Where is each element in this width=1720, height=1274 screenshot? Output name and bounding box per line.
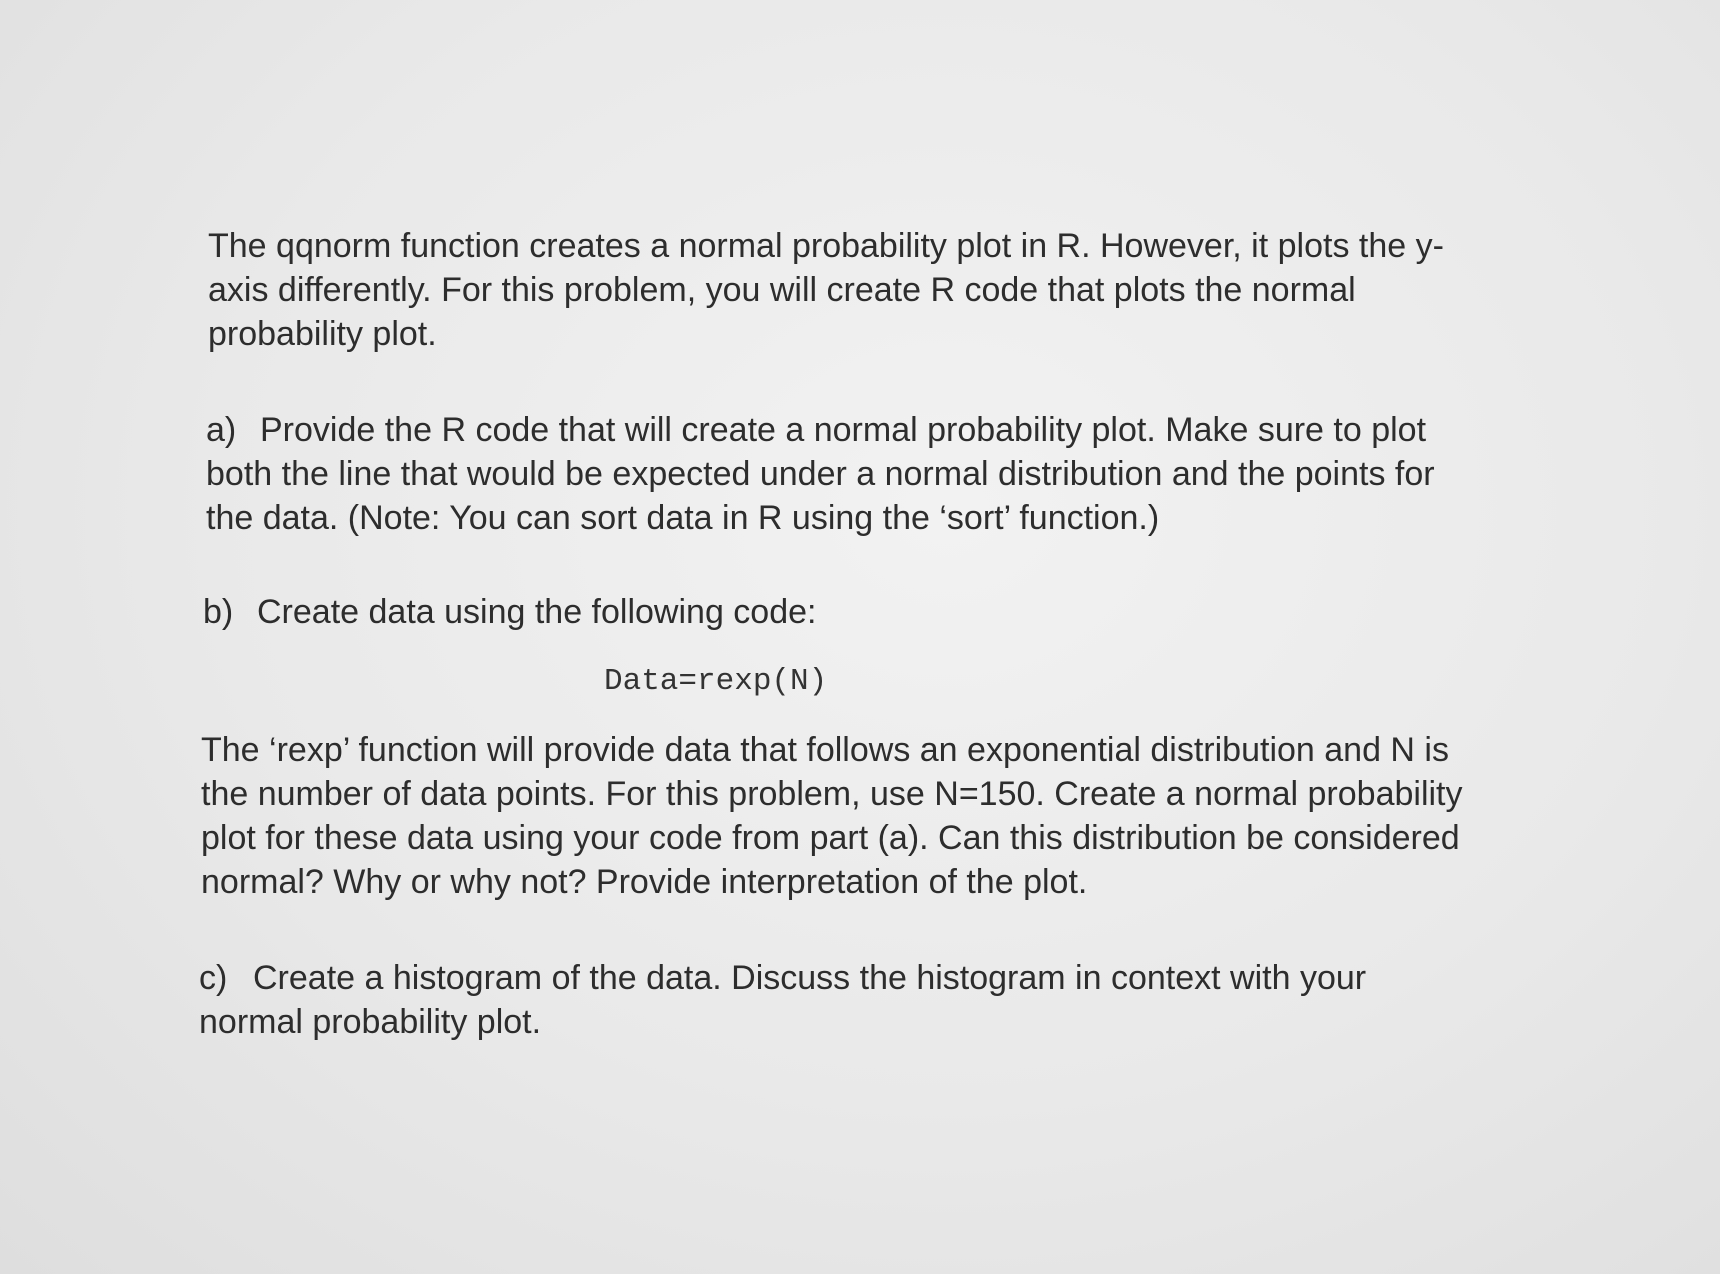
intro-line-3: probability plot.	[208, 315, 437, 353]
intro-line-1: The qqnorm function creates a normal probability plot in R. However, it plots the y-	[208, 227, 1444, 265]
part-c-label: c)	[199, 959, 228, 997]
code-snippet: Data=rexp(N)	[604, 664, 828, 699]
intro-line-2: axis differently. For this problem, you will create R code that plots the normal	[208, 271, 1356, 309]
part-a-text-1: Provide the R code that will create a normal probability plot. Make sure to plot	[260, 411, 1427, 449]
part-b-line-4: plot for these data using your code from part (a). Can this distribution be considered	[201, 819, 1460, 857]
part-b-line-3: the number of data points. For this problem, use N=150. Create a normal probability	[201, 775, 1463, 813]
part-b-lead: Create data using the following code:	[257, 593, 817, 631]
part-b-line-2: The ‘rexp’ function will provide data that follows an exponential distribution and N is	[201, 731, 1449, 769]
part-c-text-1: Create a histogram of the data. Discuss the histogram in context with your	[253, 959, 1367, 997]
part-b-line-1	[203, 590, 816, 634]
part-c-line-2: normal probability plot.	[199, 1003, 542, 1041]
part-b-label: b)	[203, 593, 234, 631]
part-a-label: a)	[206, 411, 237, 449]
part-a-line-3: the data. (Note: You can sort data in R using the ‘sort’ function.)	[206, 499, 1160, 537]
part-a-line-2: both the line that would be expected under a normal distribution and the points for	[206, 455, 1435, 493]
part-c-line-1	[199, 956, 1366, 1000]
part-a-line-1	[206, 408, 1426, 452]
part-b-line-5: normal? Why or why not? Provide interpretation of the plot.	[201, 863, 1088, 901]
